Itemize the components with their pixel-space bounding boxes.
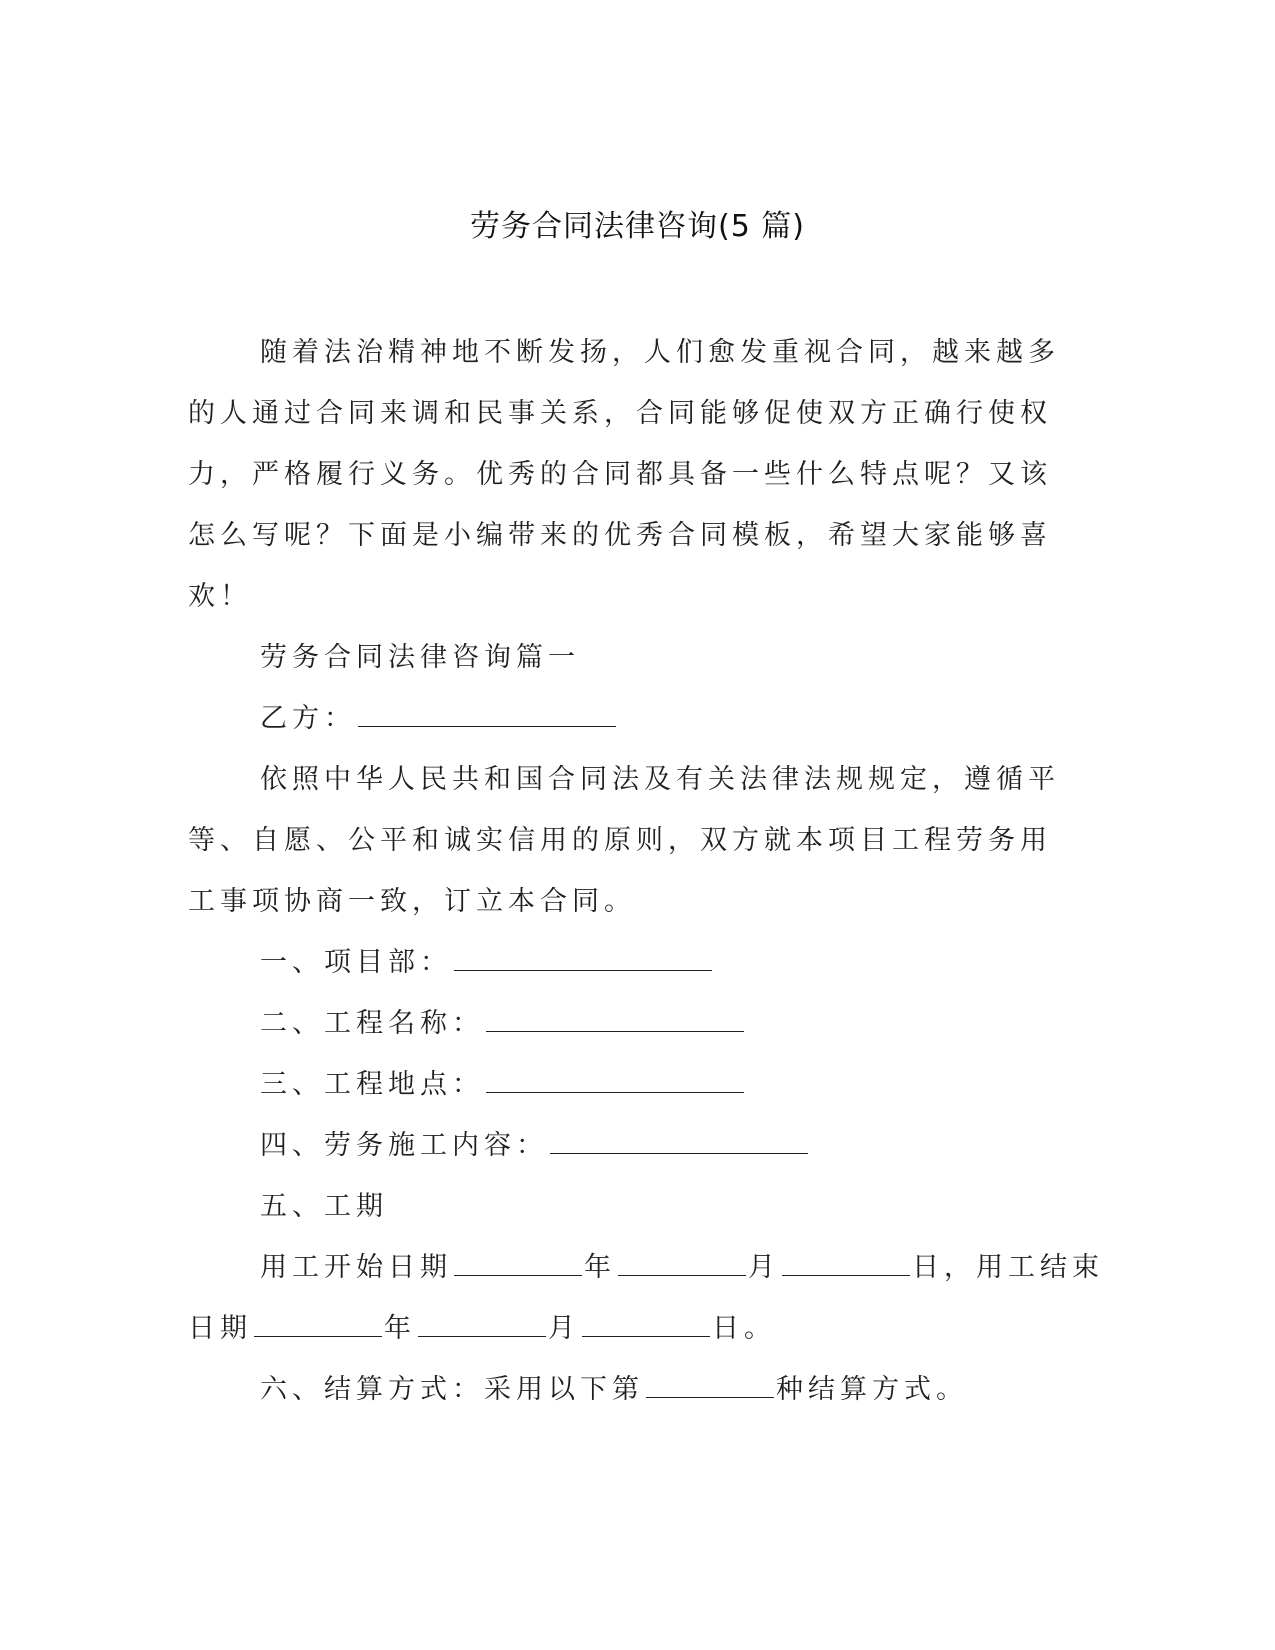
project-name-blank-line[interactable] <box>486 1009 744 1032</box>
party-b-blank-line[interactable] <box>358 704 616 727</box>
end-date-row <box>188 1298 1068 1359</box>
start-month-label: 月 <box>748 1252 780 1283</box>
settlement-suffix: 种结算方式。 <box>776 1374 968 1405</box>
section-heading: 劳务合同法律咨询篇一 <box>260 642 580 673</box>
project-location-blank-line[interactable] <box>486 1070 744 1093</box>
start-day-end-label: 日，用工结束 <box>912 1252 1104 1283</box>
start-day-blank-line[interactable] <box>782 1253 910 1276</box>
project-location-row <box>188 1054 1068 1115</box>
project-dept-label: 一、项目部： <box>260 947 452 978</box>
end-day-label: 日。 <box>712 1313 776 1344</box>
labor-content-blank-line[interactable] <box>550 1131 808 1154</box>
start-year-label: 年 <box>584 1252 616 1283</box>
project-dept-row <box>188 932 1068 993</box>
intro-paragraph: 随着法治精神地不断发扬，人们愈发重视合同，越来越多的人通过合同来调和民事关系，合同能够促使双方正确行使权力，严格履行义务。优秀的合同都具备一些什么特点呢？又该怎么写呢？下面是小编带来的优秀合同模板，希望大家能够喜欢！ <box>188 337 1060 612</box>
start-month-blank-line[interactable] <box>618 1253 746 1276</box>
end-month-label: 月 <box>548 1313 580 1344</box>
settlement-prefix: 六、结算方式：采用以下第 <box>260 1374 644 1405</box>
basis-paragraph: 依照中华人民共和国合同法及有关法律法规规定，遵循平等、自愿、公平和诚实信用的原则，双方就本项目工程劳务用工事项协商一致，订立本合同。 <box>188 764 1060 917</box>
party-b-row <box>188 688 1068 749</box>
end-year-blank-line[interactable] <box>254 1314 382 1337</box>
start-date-row <box>188 1237 1104 1298</box>
project-dept-blank-line[interactable] <box>454 948 712 971</box>
end-date-label: 日期 <box>188 1313 252 1344</box>
end-month-blank-line[interactable] <box>418 1314 546 1337</box>
party-b-label: 乙方： <box>260 703 356 734</box>
labor-content-row <box>188 1115 1068 1176</box>
settlement-blank-line[interactable] <box>646 1375 774 1398</box>
document-title: 劳务合同法律咨询(5 篇) <box>469 209 806 244</box>
document-body <box>188 322 1104 1420</box>
end-year-label: 年 <box>384 1313 416 1344</box>
start-year-blank-line[interactable] <box>454 1253 582 1276</box>
settlement-row <box>188 1359 1068 1420</box>
project-name-label: 二、工程名称： <box>260 1008 484 1039</box>
duration-heading: 五、工期 <box>260 1191 388 1222</box>
project-location-label: 三、工程地点： <box>260 1069 484 1100</box>
end-day-blank-line[interactable] <box>582 1314 710 1337</box>
project-name-row <box>188 993 1068 1054</box>
labor-content-label: 四、劳务施工内容： <box>260 1130 548 1161</box>
start-date-label: 用工开始日期 <box>260 1252 452 1283</box>
